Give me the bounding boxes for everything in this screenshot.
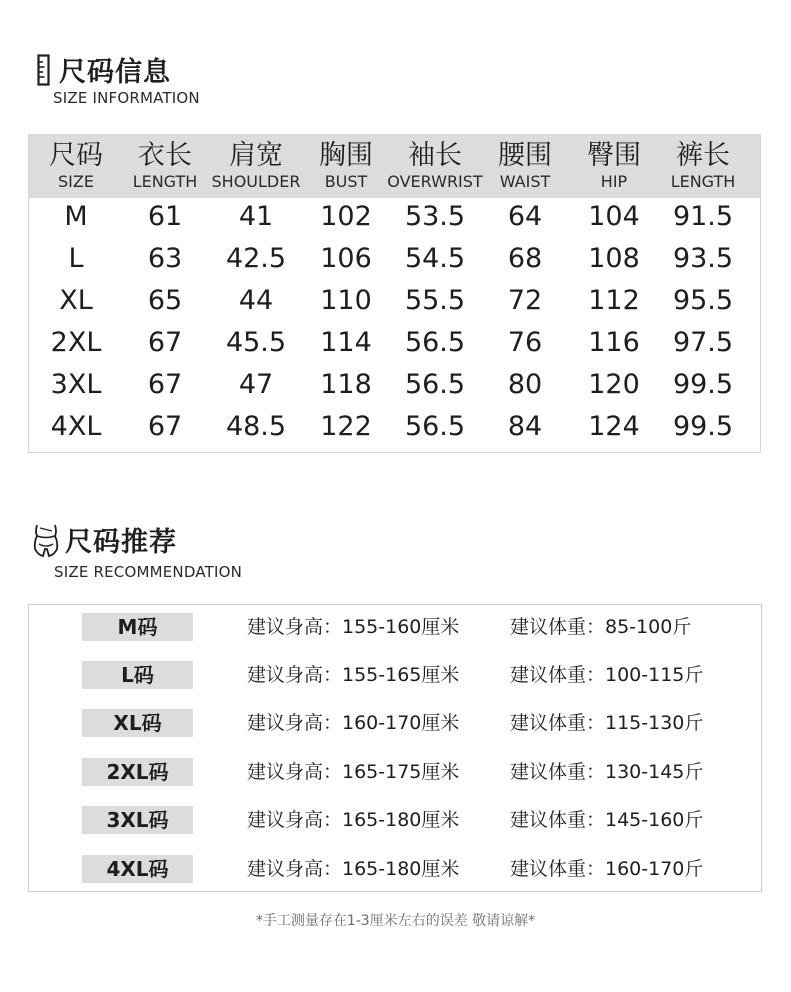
table-header-cell [298, 135, 394, 198]
table-cell: 55.5 [404, 285, 466, 316]
size-info-subtitle: SIZE INFORMATION [53, 89, 200, 107]
body-outline-icon [33, 522, 59, 558]
table-cell: 120 [588, 369, 640, 400]
recommended-weight: 建议体重：85-100斤 [510, 616, 692, 638]
table-cell: 65 [147, 285, 183, 316]
size-label-cell: L [68, 243, 84, 274]
recommended-weight: 建议体重：145-160斤 [510, 809, 704, 831]
table-cell: 114 [320, 327, 372, 358]
size-table [28, 134, 761, 453]
measurement-note: *手工测量存在1-3厘米左右的误差 敬请谅解* [255, 913, 536, 929]
size-info-title: 尺码信息 [59, 57, 171, 88]
size-badge: M码 [82, 613, 193, 641]
header-label-en: LENGTH [132, 172, 198, 191]
recommended-height: 建议身高：160-170厘米 [247, 712, 460, 734]
size-badge: 4XL码 [82, 855, 193, 883]
table-cell: 56.5 [404, 411, 466, 442]
header-label-en: HIP [600, 172, 628, 191]
header-label-en: LENGTH [670, 172, 736, 191]
header-label-zh: 臀围 [587, 140, 641, 171]
header-label-en: SIZE [58, 172, 94, 191]
size-badge: 3XL码 [82, 806, 193, 834]
header-label-zh: 尺码 [49, 140, 103, 171]
table-cell: 93.5 [672, 243, 734, 274]
table-cell: 108 [588, 243, 640, 274]
table-cell: 42.5 [225, 243, 287, 274]
table-cell: 99.5 [672, 411, 734, 442]
table-cell: 48.5 [225, 411, 287, 442]
size-label-cell: 2XL [50, 327, 102, 358]
size-label-cell: 3XL [50, 369, 102, 400]
recommended-height: 建议身高：165-180厘米 [247, 809, 460, 831]
header-label-zh: 肩宽 [229, 140, 283, 171]
table-cell: 61 [147, 201, 183, 232]
table-cell: 91.5 [672, 201, 734, 232]
recommended-height: 建议身高：155-160厘米 [247, 616, 460, 638]
size-label-cell: M [64, 201, 88, 232]
table-cell: 116 [588, 327, 640, 358]
recommended-weight: 建议体重：160-170斤 [510, 858, 704, 880]
recommended-weight: 建议体重：100-115斤 [510, 664, 704, 686]
table-cell: 56.5 [404, 327, 466, 358]
table-cell: 80 [507, 369, 543, 400]
table-cell: 102 [320, 201, 372, 232]
size-badge: L码 [82, 661, 193, 689]
table-cell: 44 [238, 285, 274, 316]
table-cell: 45.5 [225, 327, 287, 358]
header-label-en: SHOULDER [211, 172, 301, 191]
size-recommendation-box [28, 604, 762, 892]
table-cell: 104 [588, 201, 640, 232]
size-rec-title: 尺码推荐 [65, 527, 177, 558]
table-cell: 106 [320, 243, 372, 274]
table-cell: 63 [147, 243, 183, 274]
table-cell: 95.5 [672, 285, 734, 316]
header-label-en: OVERWRIST [387, 172, 483, 191]
table-cell: 53.5 [404, 201, 466, 232]
header-label-en: WAIST [499, 172, 551, 191]
table-cell: 99.5 [672, 369, 734, 400]
recommended-height: 建议身高：165-180厘米 [247, 858, 460, 880]
recommended-weight: 建议体重：130-145斤 [510, 761, 704, 783]
ruler-icon [37, 54, 50, 86]
header-label-en: BUST [324, 172, 368, 191]
recommended-height: 建议身高：165-175厘米 [247, 761, 460, 783]
size-badge: 2XL码 [82, 758, 193, 786]
table-cell: 67 [147, 411, 183, 442]
size-rec-heading [33, 520, 177, 559]
size-label-cell: XL [59, 285, 93, 316]
size-badge: XL码 [82, 709, 193, 737]
table-cell: 68 [507, 243, 543, 274]
size-label-cell: 4XL [50, 411, 102, 442]
size-rec-subtitle: SIZE RECOMMENDATION [54, 563, 243, 581]
header-label-zh: 腰围 [498, 140, 552, 171]
table-cell: 64 [507, 201, 543, 232]
table-header-cell [477, 135, 573, 198]
table-cell: 110 [320, 285, 372, 316]
table-cell: 67 [147, 327, 183, 358]
table-cell: 124 [588, 411, 640, 442]
table-header-cell [208, 135, 304, 198]
table-header-cell [117, 135, 213, 198]
table-cell: 47 [238, 369, 274, 400]
recommended-weight: 建议体重：115-130斤 [510, 712, 704, 734]
header-label-zh: 袖长 [408, 140, 462, 171]
header-label-zh: 裤长 [676, 140, 730, 171]
table-cell: 118 [320, 369, 372, 400]
size-info-heading [37, 50, 171, 89]
table-cell: 97.5 [672, 327, 734, 358]
table-cell: 41 [238, 201, 274, 232]
table-header-cell [566, 135, 662, 198]
table-cell: 112 [588, 285, 640, 316]
table-header-cell [655, 135, 751, 198]
table-cell: 76 [507, 327, 543, 358]
table-cell: 84 [507, 411, 543, 442]
header-label-zh: 胸围 [319, 140, 373, 171]
recommended-height: 建议身高：155-165厘米 [247, 664, 460, 686]
table-cell: 67 [147, 369, 183, 400]
table-cell: 54.5 [404, 243, 466, 274]
table-cell: 56.5 [404, 369, 466, 400]
table-cell: 122 [320, 411, 372, 442]
header-label-zh: 衣长 [138, 140, 192, 171]
table-header-cell [387, 135, 483, 198]
table-cell: 72 [507, 285, 543, 316]
table-header-cell [28, 135, 124, 198]
